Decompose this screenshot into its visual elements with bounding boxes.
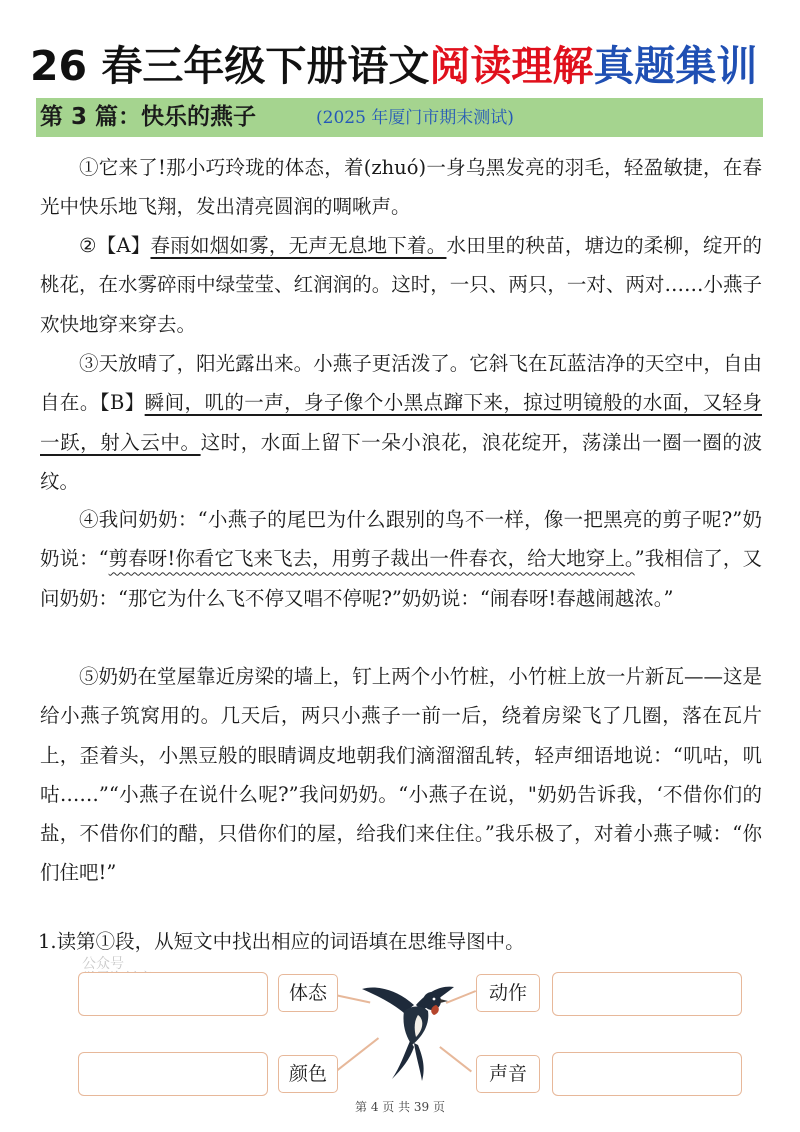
p3-rest: 这时，水面上留下一朵小浪花，浪花绽开，荡漾出一圈一圈的波纹。	[40, 430, 762, 493]
p2-lead: ②【A】	[79, 234, 151, 257]
paragraph-4	[40, 500, 762, 618]
p2-rest: 水田里的秧苗，塘边的柔柳，绽开的桃花，在水雾碎雨中绿莹莹、红润润的。这时，一只、两只，一对、两对……小燕子欢快地穿来穿去。	[40, 234, 762, 336]
label-ti-tai: 体态	[278, 974, 338, 1012]
paragraph-3	[40, 344, 762, 501]
section-title: 第 3 篇：快乐的燕子	[40, 104, 257, 130]
question-1: 1.读第①段，从短文中找出相应的词语填在思维导图中。	[38, 930, 525, 953]
answer-box-dong-zuo[interactable]	[552, 972, 742, 1016]
page-footer: 第 4 页 共 39 页	[355, 1100, 445, 1114]
answer-box-sheng-yin[interactable]	[552, 1052, 742, 1096]
answer-box-yan-se[interactable]	[78, 1052, 268, 1096]
answer-box-ti-tai[interactable]	[78, 972, 268, 1016]
p3-lead: ③天放晴了，阳光露出来。小燕子更活泼了。它斜飞在瓦蓝洁净的天空中，自由自在。【B】	[40, 352, 762, 415]
paragraph-5: ⑤奶奶在堂屋靠近房梁的墙上，钉上两个小竹桩，小竹桩上放一片新瓦——这是给小燕子筑窝用的。几天后，两只小燕子一前一后，绕着房梁飞了几圈，落在瓦片上，歪着头，小黑豆般的眼睛调皮地朝我们滴溜溜乱转，轻声细语地说：“叽咕，叽咕……”“小燕子在说什么呢?”我问奶奶。“小燕子在说，"奶奶告诉我，‘不借你们的盐，不借你们的醋，只借你们的屋，给我们来住住。”我乐极了，对着小燕子喊：“你们住吧!”	[40, 665, 762, 885]
section-source: (2025 年厦门市期末测试)	[316, 108, 514, 128]
title-part-reading: 阅读理解	[429, 42, 594, 90]
label-dong-zuo: 动作	[476, 974, 540, 1012]
label-sheng-yin: 声音	[476, 1055, 540, 1093]
paragraph-2	[40, 226, 762, 344]
p3-underlined-sentence-b: 瞬间，叽的一声，身子像个小黑点蹿下来，掠过明镜般的水面，又轻身一跃，射入云中。	[40, 391, 762, 454]
paragraph-1: ①它来了!那小巧玲珑的体态，着(zhuó)一身乌黑发亮的羽毛，轻盈敏捷，在春光中快乐地飞翔，发出清亮圆润的啁啾声。	[40, 156, 762, 219]
p4-lead: ④我问奶奶：“小燕子的尾巴为什么跟别的鸟不一样，像一把黑亮的剪子呢?”奶奶说：“	[40, 508, 762, 571]
p4-wavy-underlined-sentence: 剪春呀!你看它飞来飞去，用剪子裁出一件春衣，给大地穿上。	[108, 547, 635, 571]
page-title	[30, 34, 770, 98]
swallow-illustration	[356, 975, 466, 1085]
title-part-practice: 真题集训	[593, 42, 758, 90]
watermark: 公众号	[82, 956, 124, 972]
title-part-grade: 26 春三年级下册语文	[30, 42, 430, 90]
p2-underlined-sentence-a: 春雨如烟如雾，无声无息地下着。	[150, 234, 447, 257]
p4-rest: ”我相信了，又问奶奶：“那它为什么飞不停又唱不停呢?”奶奶说：“闹春呀!春越闹越浓。”	[40, 547, 762, 610]
label-yan-se: 颜色	[278, 1055, 338, 1093]
